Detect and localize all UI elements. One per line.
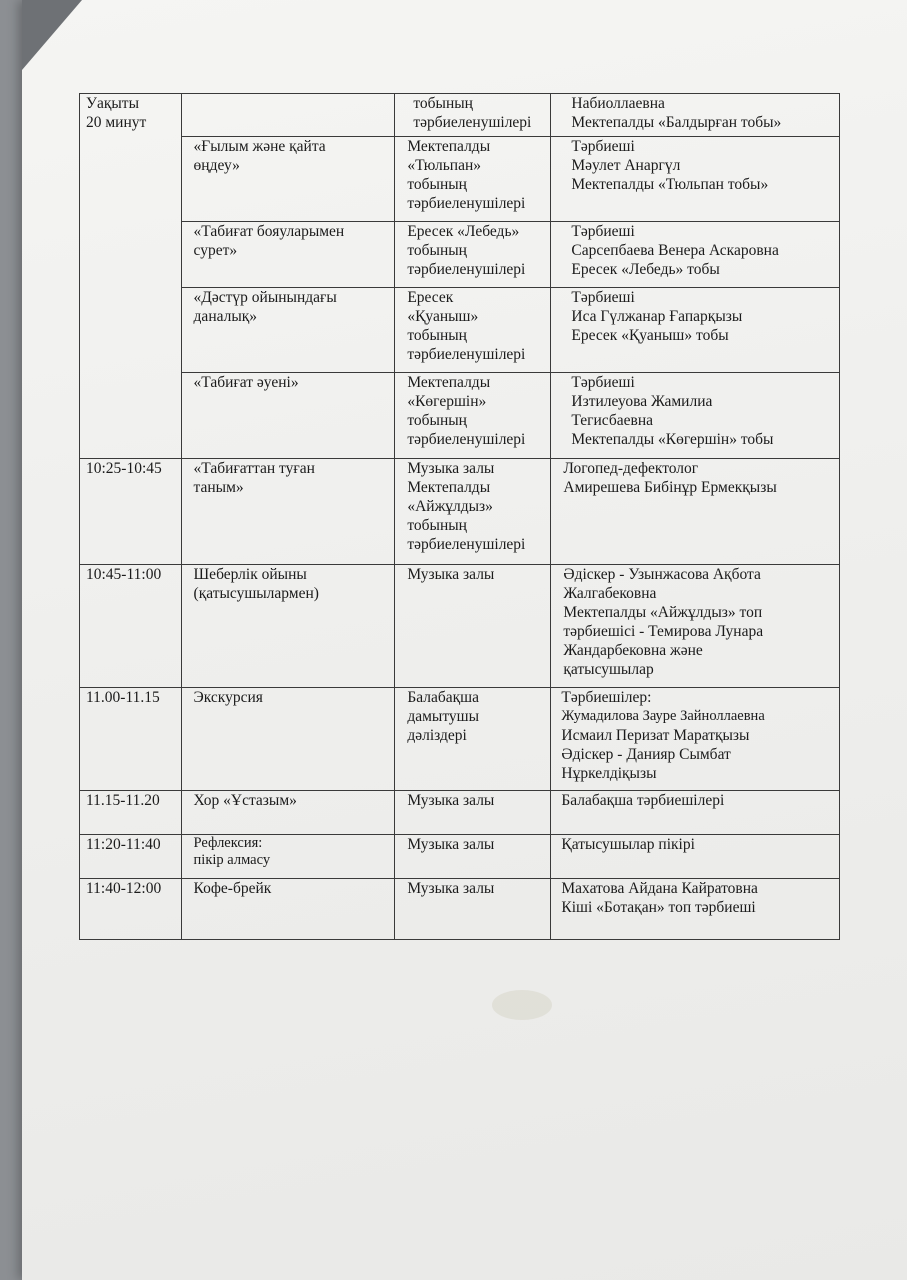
- venue-cell: [395, 879, 551, 940]
- venue-line: Музыка залы: [407, 880, 495, 897]
- event-line: «Табиғат әуені»: [193, 374, 299, 391]
- event-line: Рефлексия:: [193, 835, 263, 851]
- responsible-line: Махатова Айдана Кайратовна: [561, 880, 758, 897]
- responsible-line: Әдіскер - Данияр Сымбат: [561, 746, 731, 763]
- venue-cell: [395, 288, 551, 373]
- venue-line: Ересек «Лебедь»: [407, 223, 520, 240]
- time-cell-merged: [80, 94, 182, 459]
- venue-cell: [395, 137, 551, 222]
- event-cell: [181, 688, 395, 791]
- venue-cell: [395, 459, 551, 565]
- responsible-line: Қатысушылар пікірі: [561, 836, 695, 853]
- responsible-line: Иса Гүлжанар Ғапарқызы: [571, 308, 743, 325]
- time-value: 11:20-11:40: [86, 836, 161, 853]
- event-cell: [181, 459, 395, 565]
- venue-line: тобының: [413, 95, 473, 112]
- responsible-line: Амирешева Бибінұр Ермекқызы: [563, 479, 777, 496]
- responsible-cell: [551, 137, 840, 222]
- time-cell: [80, 459, 182, 565]
- event-cell: [181, 222, 395, 288]
- page-fold: [22, 0, 82, 70]
- responsible-line: Балабақша тәрбиешілері: [561, 792, 725, 809]
- venue-line: Ересек: [407, 289, 454, 306]
- venue-line: «Тюльпан»: [407, 157, 481, 174]
- responsible-line: Тегисбаевна: [571, 412, 653, 429]
- time-cell: [80, 879, 182, 940]
- event-line: Шеберлік ойыны: [193, 566, 307, 583]
- event-cell: [181, 835, 395, 879]
- venue-cell: [395, 222, 551, 288]
- event-cell: [181, 791, 395, 835]
- venue-line: «Айжұлдыз»: [407, 498, 493, 515]
- table-row: [80, 288, 840, 373]
- table-row: [80, 137, 840, 222]
- responsible-line: Набиоллаевна: [571, 95, 665, 112]
- table-row: [80, 94, 840, 137]
- table-row: [80, 565, 840, 688]
- time-value: 10:25-10:45: [86, 460, 162, 477]
- schedule-table: [79, 93, 840, 940]
- venue-line: тобының: [407, 412, 467, 429]
- venue-cell: [395, 94, 551, 137]
- venue-cell: [395, 791, 551, 835]
- venue-line: Мектепалды: [407, 138, 491, 155]
- time-duration: 20 минут: [86, 114, 147, 131]
- table-row: [80, 459, 840, 565]
- venue-line: тәрбиеленушілері: [407, 431, 526, 448]
- responsible-line: Нұркелдіқызы: [561, 765, 657, 782]
- responsible-line: қатысушылар: [563, 661, 654, 678]
- responsible-line: Мектепалды «Айжұлдыз» топ: [563, 604, 763, 621]
- venue-line: Музыка залы: [407, 792, 495, 809]
- venue-line: «Қуаныш»: [407, 308, 479, 325]
- responsible-line: Логопед-дефектолог: [563, 460, 699, 477]
- venue-line: тәрбиеленушілері: [407, 261, 526, 278]
- time-value: 10:45-11:00: [86, 566, 162, 583]
- responsible-line: Исмаил Перизат Маратқызы: [561, 727, 750, 744]
- venue-line: тәрбиеленушілері: [407, 346, 526, 363]
- venue-line: дамытушы: [407, 708, 479, 725]
- table-row: [80, 879, 840, 940]
- responsible-cell: [551, 835, 840, 879]
- event-cell: [181, 137, 395, 222]
- responsible-cell: [551, 791, 840, 835]
- venue-line: тәрбиеленушілері: [407, 195, 526, 212]
- venue-cell: [395, 373, 551, 459]
- responsible-line: Жандарбековна және: [563, 642, 703, 659]
- venue-line: тәрбиеленушілері: [407, 536, 526, 553]
- responsible-line: Мектепалды «Көгершін» тобы: [571, 431, 774, 448]
- event-line: (қатысушылармен): [193, 585, 319, 602]
- venue-line: Музыка залы: [407, 836, 495, 853]
- responsible-line: тәрбиешісі - Темирова Лунара: [563, 623, 764, 640]
- responsible-line: Мектепалды «Тюльпан тобы»: [571, 176, 769, 193]
- event-line: өңдеу»: [193, 157, 240, 174]
- time-label: Уақыты: [86, 95, 139, 112]
- venue-line: Музыка залы: [407, 566, 495, 583]
- event-cell: [181, 288, 395, 373]
- table-row: [80, 791, 840, 835]
- responsible-cell: [551, 565, 840, 688]
- table-row: [80, 688, 840, 791]
- responsible-line: Тәрбиеші: [571, 374, 635, 391]
- responsible-line: Кіші «Ботақан» топ тәрбиеші: [561, 899, 756, 916]
- event-line: таным»: [193, 479, 244, 496]
- responsible-line: Тәрбиеші: [571, 223, 635, 240]
- time-cell: [80, 791, 182, 835]
- responsible-line: Жалгабековна: [563, 585, 657, 602]
- event-line: сурет»: [193, 242, 238, 259]
- event-cell: [181, 565, 395, 688]
- event-line: Кофе-брейк: [193, 880, 272, 897]
- event-line: Экскурсия: [193, 689, 263, 706]
- time-cell: [80, 835, 182, 879]
- event-line: Хор «Ұстазым»: [193, 792, 297, 809]
- time-value: 11.00-11.15: [86, 689, 160, 706]
- event-line: «Табиғаттан туған: [193, 460, 315, 477]
- responsible-cell: [551, 879, 840, 940]
- responsible-cell: [551, 688, 840, 791]
- event-cell: [181, 879, 395, 940]
- responsible-line: Әдіскер - Узынжасова Ақбота: [563, 566, 761, 583]
- event-cell: [181, 373, 395, 459]
- responsible-line: Сарсепбаева Венера Аскаровна: [571, 242, 779, 259]
- venue-line: дәліздері: [407, 727, 467, 744]
- responsible-line: Тәрбиешілер:: [561, 689, 652, 706]
- venue-line: Мектепалды: [407, 374, 491, 391]
- responsible-cell: [551, 288, 840, 373]
- venue-cell: [395, 565, 551, 688]
- table-row: [80, 222, 840, 288]
- venue-line: Музыка залы: [407, 460, 495, 477]
- responsible-line: Ересек «Қуаныш» тобы: [571, 327, 729, 344]
- table-row: [80, 373, 840, 459]
- responsible-cell: [551, 459, 840, 565]
- responsible-cell: [551, 94, 840, 137]
- venue-line: тобының: [407, 176, 467, 193]
- venue-line: тобының: [407, 242, 467, 259]
- event-line: «Ғылым және қайта: [193, 138, 326, 155]
- time-value: 11.15-11.20: [86, 792, 160, 809]
- responsible-line: Тәрбиеші: [571, 289, 635, 306]
- event-cell: [181, 94, 395, 137]
- responsible-line: Мектепалды «Балдырған тобы»: [571, 114, 782, 131]
- time-value: 11:40-12:00: [86, 880, 162, 897]
- responsible-cell: [551, 222, 840, 288]
- responsible-line: Тәрбиеші: [571, 138, 635, 155]
- event-line: «Дәстүр ойынындағы: [193, 289, 337, 306]
- event-line: даналық»: [193, 308, 258, 325]
- venue-line: тобының: [407, 517, 467, 534]
- responsible-line: Ересек «Лебедь» тобы: [571, 261, 720, 278]
- time-cell: [80, 688, 182, 791]
- venue-cell: [395, 835, 551, 879]
- venue-line: Балабақша: [407, 689, 479, 706]
- venue-line: Мектепалды: [407, 479, 491, 496]
- venue-line: «Көгершін»: [407, 393, 487, 410]
- event-line: пікір алмасу: [193, 852, 271, 868]
- table-row: [80, 835, 840, 879]
- responsible-line: Мәулет Анаргүл: [571, 157, 681, 174]
- venue-line: тобының: [407, 327, 467, 344]
- paper-stain: [492, 990, 552, 1020]
- event-line: «Табиғат бояуларымен: [193, 223, 345, 240]
- responsible-line: Изтилеуова Жамилиа: [571, 393, 713, 410]
- venue-line: тәрбиеленушілері: [413, 114, 532, 131]
- time-cell: [80, 565, 182, 688]
- responsible-line: Жумадилова Зауре Зайноллаевна: [561, 708, 765, 724]
- venue-cell: [395, 688, 551, 791]
- responsible-cell: [551, 373, 840, 459]
